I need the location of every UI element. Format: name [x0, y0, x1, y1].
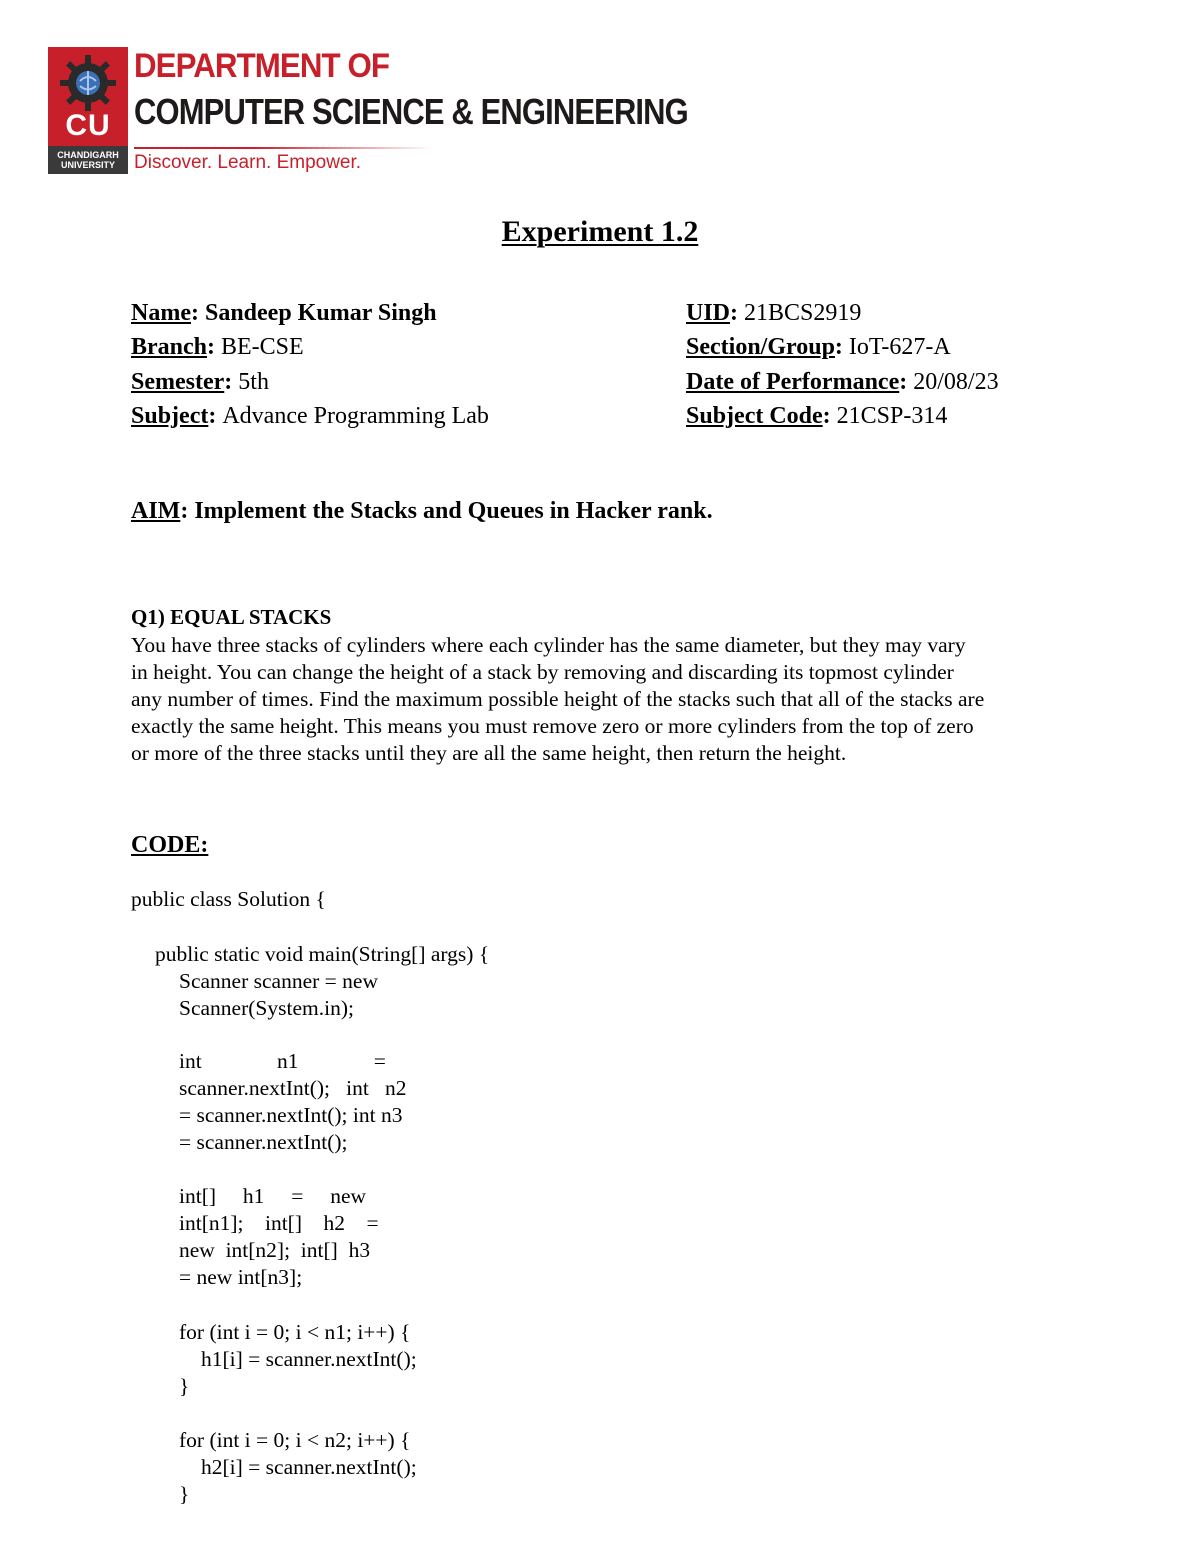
department-line-2: COMPUTER SCIENCE & ENGINEERING	[134, 91, 688, 132]
subject-code-value: 21CSP-314	[836, 403, 948, 429]
code-line: Scanner(System.in);	[179, 996, 354, 1020]
date-label: Date of Performance	[686, 369, 900, 395]
question-body	[131, 632, 1076, 767]
aim-label: AIM	[131, 498, 181, 524]
code-line: for (int i = 0; i < n1; i++) {	[179, 1320, 411, 1344]
info-uid: UID: 21BCS2919	[686, 300, 862, 326]
name-value: Sandeep Kumar Singh	[204, 300, 437, 326]
subject-label: Subject	[131, 403, 209, 429]
info-section: Section/Group: IoT-627-A	[686, 334, 951, 360]
code-heading: CODE:	[131, 832, 209, 858]
name-label: Name	[131, 300, 191, 326]
section-value: IoT-627-A	[848, 334, 951, 360]
experiment-title: Experiment 1.2	[501, 215, 699, 248]
department-line-1: DEPARTMENT OF	[134, 47, 390, 85]
code-line: h1[i] = scanner.nextInt();	[201, 1347, 417, 1371]
question-line: exactly the same height. This means you must remove zero or more cylinders from the top of zero	[131, 714, 974, 738]
info-semester: Semester: 5th	[131, 369, 269, 395]
subject-code-label: Subject Code	[686, 403, 823, 429]
subject-value: Advance Programming Lab	[222, 403, 489, 429]
date-value: 20/08/23	[913, 369, 999, 395]
code-line: = new int[n3];	[179, 1265, 303, 1289]
semester-label: Semester	[131, 369, 225, 395]
info-subject-code: Subject Code: 21CSP-314	[686, 403, 948, 429]
code-line: }	[179, 1374, 190, 1398]
tagline: Discover. Learn. Empower.	[134, 152, 362, 173]
info-branch: Branch: BE-CSE	[131, 334, 304, 360]
code-line: h2[i] = scanner.nextInt();	[201, 1455, 417, 1479]
info-date: Date of Performance: 20/08/23	[686, 369, 999, 395]
uid-value: 21BCS2919	[744, 300, 862, 326]
code-line: public static void main(String[] args) {	[155, 942, 490, 966]
university-logo	[48, 47, 128, 174]
info-subject: Subject: Advance Programming Lab	[131, 403, 489, 429]
aim: AIM: Implement the Stacks and Queues in Hacker rank.	[131, 498, 713, 524]
branch-value: BE-CSE	[221, 334, 304, 360]
gear-emblem-icon	[56, 51, 120, 115]
code-line: int[n1]; int[] h2 =	[179, 1211, 379, 1235]
header-rule	[134, 147, 434, 149]
code-line: int[] h1 = new	[179, 1184, 367, 1208]
code-line: = scanner.nextInt(); int n3	[179, 1103, 403, 1127]
branch-label: Branch	[131, 334, 208, 360]
info-name: Name: Sandeep Kumar Singh	[131, 300, 437, 326]
question-line: You have three stacks of cylinders where each cylinder has the same diameter, but they may vary	[131, 633, 966, 657]
uid-label: UID	[686, 300, 731, 326]
question-title: Q1) EQUAL STACKS	[131, 605, 332, 629]
code-line: scanner.nextInt(); int n2	[179, 1076, 407, 1100]
question-line: or more of the three stacks until they are all the same height, then return the height.	[131, 741, 847, 765]
aim-text: Implement the Stacks and Queues in Hacker rank.	[194, 498, 713, 524]
code-line: }	[179, 1482, 190, 1506]
section-label: Section/Group	[686, 334, 835, 360]
code-line: Scanner scanner = new	[179, 969, 378, 993]
question-line: in height. You can change the height of a stack by removing and discarding its topmost cylinder	[131, 660, 954, 684]
code-line: for (int i = 0; i < n2; i++) {	[179, 1428, 411, 1452]
question-line: any number of times. Find the maximum possible height of the stacks such that all of the stacks are	[131, 687, 985, 711]
code-line: = scanner.nextInt();	[179, 1130, 348, 1154]
logo-university-text: CHANDIGARH UNIVERSITY	[48, 146, 128, 174]
code-line: public class Solution {	[131, 887, 326, 911]
logo-cu-text: CU	[65, 109, 111, 142]
code-line: new int[n2]; int[] h3	[179, 1238, 371, 1262]
code-line: int n1 =	[179, 1049, 386, 1073]
semester-value: 5th	[238, 369, 269, 395]
